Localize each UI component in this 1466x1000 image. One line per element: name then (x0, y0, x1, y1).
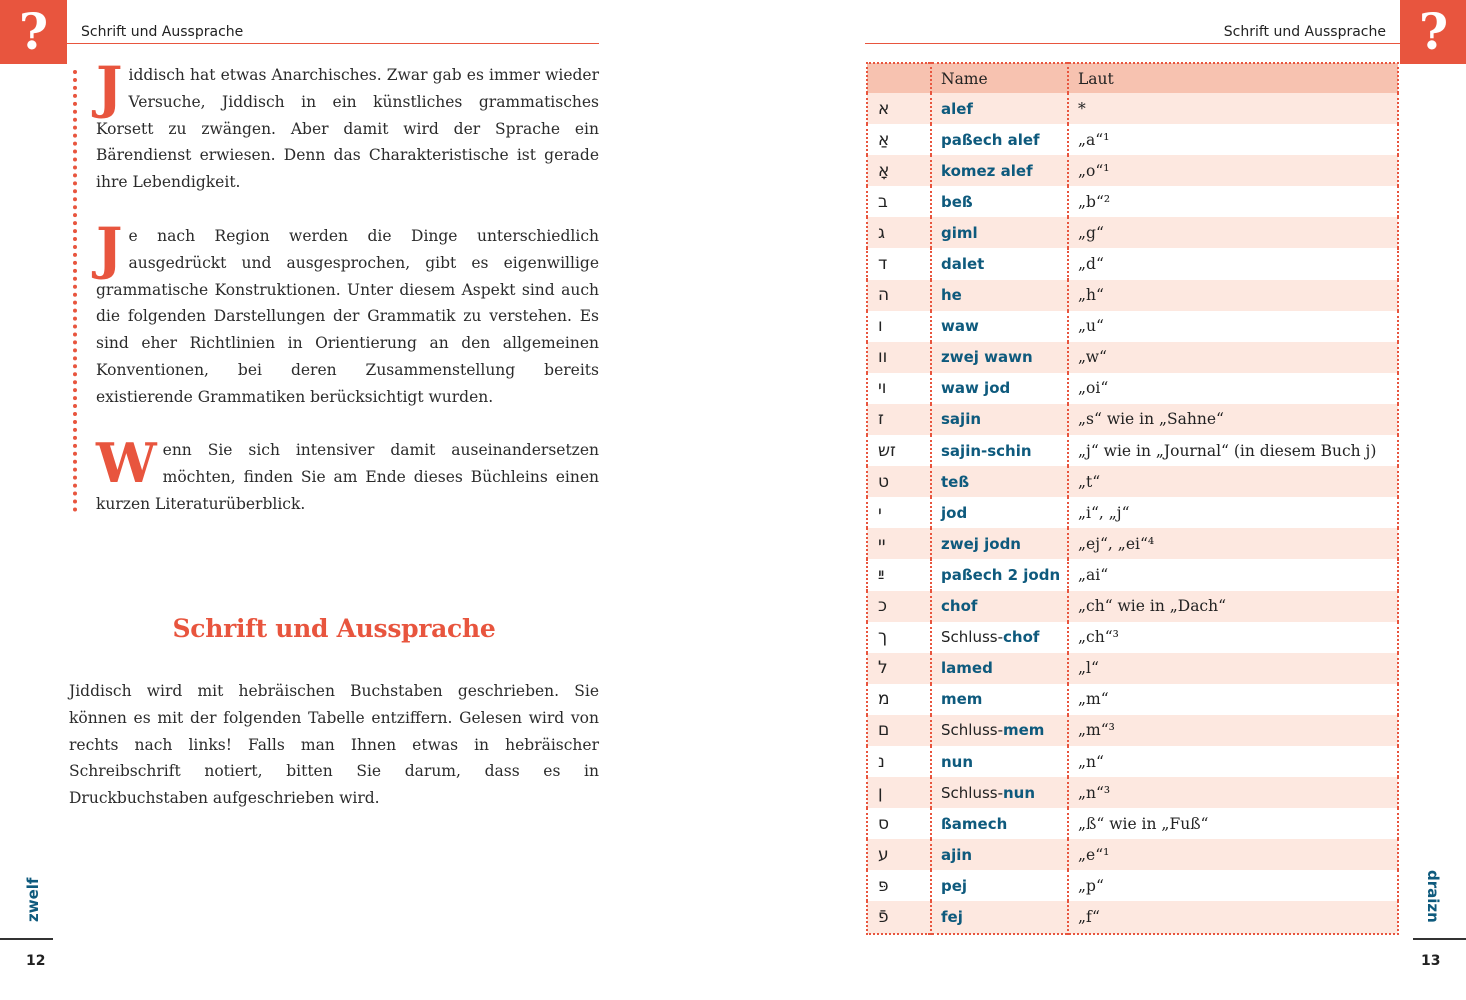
question-mark-badge: ? (0, 0, 67, 64)
letter-name (931, 248, 1068, 279)
letter-name-text: ajin (941, 845, 973, 864)
intro-paragraph-3 (96, 431, 599, 517)
letter-sound: „b“² (1068, 186, 1398, 217)
letter-name-text: dalet (941, 255, 985, 274)
letter-name (931, 93, 1068, 124)
dotted-margin-line (73, 70, 77, 512)
letter-name (931, 435, 1068, 466)
letter-sound: „u“ (1068, 311, 1398, 342)
hebrew-letter: זש (867, 435, 931, 466)
footer-rule-left (0, 938, 53, 940)
header-letter (867, 63, 931, 93)
letter-name (931, 373, 1068, 404)
letter-sound: „p“ (1068, 870, 1398, 901)
table-row (867, 124, 1398, 155)
table-row (867, 311, 1398, 342)
letter-name (931, 155, 1068, 186)
letter-name-prefix: Schluss- (941, 628, 1003, 647)
table-row (867, 622, 1398, 653)
letter-sound: „oi“ (1068, 373, 1398, 404)
hebrew-letter: כ (867, 591, 931, 622)
letter-name (931, 591, 1068, 622)
letter-name (931, 124, 1068, 155)
letter-name-text: komez alef (941, 161, 1033, 180)
dropcap: J (96, 55, 123, 121)
table-row (867, 93, 1398, 124)
page-number-right: 13 (1421, 953, 1441, 969)
letter-name (931, 622, 1068, 653)
letter-name-text: paßech alef (941, 130, 1040, 149)
hebrew-letter: וי (867, 373, 931, 404)
letter-name-text: waw jod (941, 379, 1011, 398)
letter-sound: „w“ (1068, 342, 1398, 373)
hebrew-letter: נ (867, 746, 931, 777)
paragraph-text: iddisch hat etwas Anarchisches. Zwar gab es immer wieder Versuche, Jiddisch in ein künstliches grammatisches Korsett zu zwängen. Aber damit wird der Sprache ein Bärendienst erwiesen. Denn das Charakteristische ist gerade ihre Lebendigkeit. (96, 66, 599, 192)
letter-sound: „n“ (1068, 746, 1398, 777)
letter-name (931, 404, 1068, 435)
table-row (867, 280, 1398, 311)
letter-name-text: chof (1003, 628, 1040, 647)
page-number-left: 12 (26, 953, 46, 969)
table-row (867, 901, 1398, 933)
hebrew-letter: ל (867, 653, 931, 684)
letter-name (931, 777, 1068, 808)
table-row (867, 435, 1398, 466)
letter-name-text: mem (941, 690, 983, 709)
running-head-right: Schrift und Aussprache (1223, 24, 1386, 40)
hebrew-letter: יי (867, 528, 931, 559)
letter-name (931, 901, 1068, 933)
question-mark-badge: ? (1400, 0, 1466, 64)
table-row (867, 591, 1398, 622)
hebrew-letter: ע (867, 839, 931, 870)
alphabet-table (866, 62, 1399, 935)
letter-name (931, 559, 1068, 590)
letter-name-text: waw (941, 317, 979, 336)
hebrew-letter: ה (867, 280, 931, 311)
letter-name-text: alef (941, 99, 973, 118)
letter-sound: „e“¹ (1068, 839, 1398, 870)
table-header-row (867, 63, 1398, 93)
letter-name-text: giml (941, 223, 978, 242)
table-row (867, 186, 1398, 217)
table-row (867, 155, 1398, 186)
table-row (867, 404, 1398, 435)
letter-name (931, 715, 1068, 746)
letter-name (931, 186, 1068, 217)
hebrew-letter: י (867, 497, 931, 528)
letter-name-prefix: Schluss- (941, 721, 1003, 740)
hebrew-letter: פּ (867, 870, 931, 901)
hebrew-letter: פֿ (867, 901, 931, 933)
hebrew-letter: אַ (867, 124, 931, 155)
letter-sound: „g“ (1068, 217, 1398, 248)
letter-sound: „m“ (1068, 684, 1398, 715)
letter-name (931, 528, 1068, 559)
hebrew-letter: ײַ (867, 559, 931, 590)
letter-sound: „j“ wie in „Journal“ (in diesem Buch j) (1068, 435, 1398, 466)
hebrew-letter: ד (867, 248, 931, 279)
table-row (867, 684, 1398, 715)
letter-name (931, 497, 1068, 528)
header-rule-right (865, 43, 1400, 44)
letter-name-text: nun (1003, 783, 1036, 802)
hebrew-letter: ב (867, 186, 931, 217)
letter-name (931, 684, 1068, 715)
intro-paragraph-1 (96, 55, 599, 196)
letter-name-text: mem (1003, 721, 1045, 740)
letter-sound: „s“ wie in „Sahne“ (1068, 404, 1398, 435)
table-row (867, 217, 1398, 248)
hebrew-letter: וו (867, 342, 931, 373)
intro-paragraph-2 (96, 216, 599, 411)
table-row (867, 497, 1398, 528)
letter-name-text: pej (941, 876, 968, 895)
letter-sound: „i“, „j“ (1068, 497, 1398, 528)
hebrew-letter: אָ (867, 155, 931, 186)
hebrew-letter: ך (867, 622, 931, 653)
letter-name (931, 217, 1068, 248)
table-row (867, 248, 1398, 279)
section-body: Jiddisch wird mit hebräischen Buchstaben geschrieben. Sie können es mit der folgenden Tabelle entziffern. Gelesen wird von rechts nach links! Falls man Ihnen etwas in hebräischer Schreibschrift notiert, bitten Sie darum, dass es in Druckbuchstaben aufgeschrieben wird. (69, 682, 599, 808)
letter-name-text: ßamech (941, 814, 1008, 833)
table-row (867, 808, 1398, 839)
paragraph-text: e nach Region werden die Dinge unterschiedlich ausgedrückt und ausgesprochen, gibt es eigenwillige grammatische Konstruktionen. Unter diesem Aspekt sind auch die folgenden Darstellungen der Grammatik zu verstehen. Es sind eher Richtlinien in Orientierung an den allgemeinen Konventionen, bei deren Zusammenstellung bereits existierende Grammatiken berücksichtigt wurden. (96, 227, 599, 406)
hebrew-letter: א (867, 93, 931, 124)
letter-sound: „ch“ wie in „Dach“ (1068, 591, 1398, 622)
letter-sound: „h“ (1068, 280, 1398, 311)
letter-name (931, 280, 1068, 311)
hebrew-letter: ו (867, 311, 931, 342)
table-row (867, 746, 1398, 777)
running-head-left: Schrift und Aussprache (81, 24, 244, 40)
side-number-word-right: draizn (1424, 870, 1442, 923)
letter-sound: „m“³ (1068, 715, 1398, 746)
paragraph-text: enn Sie sich intensiver damit auseinandersetzen möchten, finden Sie am Ende dieses Büchleins einen kurzen Literaturüberblick. (96, 441, 599, 513)
letter-name-text: sajin-schin (941, 441, 1032, 460)
letter-name-text: zwej jodn (941, 534, 1021, 553)
letter-sound: „d“ (1068, 248, 1398, 279)
letter-name (931, 342, 1068, 373)
letter-name-text: he (941, 286, 962, 305)
hebrew-letter: ג (867, 217, 931, 248)
table-row (867, 559, 1398, 590)
letter-sound: „n“³ (1068, 777, 1398, 808)
letter-name-text: beß (941, 192, 973, 211)
table-row (867, 373, 1398, 404)
hebrew-letter: ט (867, 466, 931, 497)
letter-name-text: sajin (941, 410, 982, 429)
header-laut: Laut (1068, 63, 1398, 93)
letter-sound: „l“ (1068, 653, 1398, 684)
letter-sound: „t“ (1068, 466, 1398, 497)
hebrew-letter: ז (867, 404, 931, 435)
hebrew-letter: ן (867, 777, 931, 808)
letter-name-text: nun (941, 752, 974, 771)
header-name: Name (931, 63, 1068, 93)
letter-name (931, 839, 1068, 870)
hebrew-letter: ס (867, 808, 931, 839)
table-row (867, 653, 1398, 684)
header-rule-left (67, 43, 599, 44)
letter-name-text: jod (941, 503, 968, 522)
letter-name-text: zwej wawn (941, 348, 1033, 367)
hebrew-letter: ם (867, 715, 931, 746)
letter-name-text: lamed (941, 659, 993, 678)
letter-sound: „ß“ wie in „Fuß“ (1068, 808, 1398, 839)
letter-name-text: chof (941, 597, 978, 616)
letter-name-text: teß (941, 472, 970, 491)
dropcap: W (96, 431, 157, 495)
letter-sound: „o“¹ (1068, 155, 1398, 186)
table-row (867, 466, 1398, 497)
letter-sound: „ch“³ (1068, 622, 1398, 653)
table-row (867, 777, 1398, 808)
letter-sound: „a“¹ (1068, 124, 1398, 155)
letter-name (931, 746, 1068, 777)
letter-name (931, 653, 1068, 684)
letter-name (931, 808, 1068, 839)
table-row (867, 342, 1398, 373)
table-row (867, 839, 1398, 870)
section-title: Schrift und Aussprache (172, 614, 496, 643)
letter-name (931, 311, 1068, 342)
table-row (867, 715, 1398, 746)
letter-name-text: paßech 2 jodn (941, 565, 1061, 584)
letter-name-prefix: Schluss- (941, 783, 1003, 802)
letter-sound: * (1068, 93, 1398, 124)
letter-sound: „ej“, „ei“⁴ (1068, 528, 1398, 559)
side-number-word-left: zwelf (24, 877, 42, 922)
footer-rule-right (1413, 938, 1466, 940)
letter-sound: „ai“ (1068, 559, 1398, 590)
letter-name-text: fej (941, 907, 963, 926)
table-row (867, 528, 1398, 559)
hebrew-letter: מ (867, 684, 931, 715)
dropcap: J (96, 216, 123, 282)
letter-sound: „f“ (1068, 901, 1398, 933)
letter-name (931, 870, 1068, 901)
table-row (867, 870, 1398, 901)
letter-name (931, 466, 1068, 497)
